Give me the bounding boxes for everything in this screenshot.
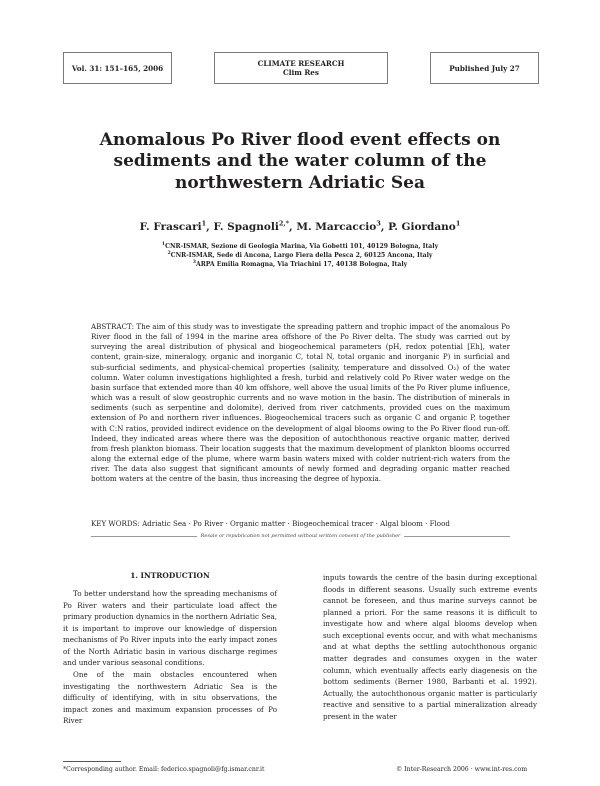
published-box	[430, 52, 539, 84]
footnote-rule	[63, 761, 121, 762]
paragraph: To better understand how the spreading mechanisms of Po River waters and their particulate load affect the primary production dynamics in the northern Adriatic Sea, it is important to improve our knowledge of dispersion mechanisms of Po River inputs into the early impact zones of the North Adriatic basin in various discharge regimes and under various seasonal conditions.	[63, 589, 277, 668]
affiliation: $^3$ARPA Emilia Romagna, Via Triachini 17, 40138 Bologna, Italy	[192, 260, 408, 269]
journal-abbrev: Clim Res	[283, 68, 319, 77]
published-date: Published July 27	[449, 63, 520, 73]
notice-text: Resale or republication not permitted without written consent of the publisher	[200, 533, 401, 539]
volume-info: Vol. 31: 151–165, 2006	[71, 63, 164, 73]
copyright: © Inter-Research 2006 · www.int-res.com	[396, 766, 528, 773]
author: F. Frascari$^1$,	[139, 219, 214, 233]
author-list	[60, 219, 540, 233]
journal-box	[214, 52, 388, 84]
divider-rule-left	[91, 536, 197, 537]
affiliation: $^1$CNR-ISMAR, Sezione di Geologia Marina, Via Gobetti 101, 40129 Bologna, Italy	[161, 242, 439, 251]
author: F. Spagnoli$^{2,*}$,	[213, 219, 297, 233]
body-column-left	[63, 588, 277, 727]
paragraph: One of the main obstacles encountered when investigating the northwestern Adriatic Sea is the difficulty of identifying, with in situ observations, the impact zones and maximum expansion processes of Po River	[63, 670, 277, 726]
author: P. Giordano$^1$	[388, 219, 461, 233]
divider-rule-right	[404, 536, 510, 537]
article-title: Anomalous Po River flood event effects on sediments and the water column of the northwestern Adriatic Sea	[99, 130, 501, 193]
volume-box	[63, 52, 172, 84]
journal-name: CLIMATE RESEARCH	[257, 59, 345, 68]
abstract-label: ABSTRACT:	[91, 322, 134, 331]
republication-notice	[91, 533, 510, 539]
affiliation: $^2$CNR-ISMAR, Sede di Ancona, Largo Fiera della Pesca 2, 60125 Ancona, Italy	[167, 251, 433, 260]
keywords-label: KEY WORDS:	[91, 519, 140, 528]
paragraph: inputs towards the centre of the basin during exceptional floods in different seasons. Usually such extreme events cannot be foreseen, and thus marine surveys cannot be planned a priori. For the same reasons it is difficult to investigate how and where algal blooms develop when such exceptional events occur, and with what mechanisms and at what depths the settling autochthonous organic matter degrades and consumes oxygen in the water column, which eventually affects early diagenesis on the bottom sediments (Berner 1980, Barbanti et al. 1992). Actually, the autochthonous organic matter is particularly reactive and sensitive to a partial mineralization already present in the water	[323, 573, 537, 721]
keywords-text: Adriatic Sea · Po River · Organic matter · Biogeochemical tracer · Algal bloom · Flood	[142, 519, 450, 528]
keywords	[91, 519, 510, 528]
footnote: *Corresponding author. Email: federico.spagnoli@fg.ismar.cnr.it	[63, 766, 265, 773]
abstract	[91, 322, 510, 485]
abstract-text: The aim of this study was to investigate the spreading pattern and trophic impact of the anomalous Po River flood in the fall of 1994 in the marine area offshore of the Po River delta. The study was carried out by surveying the areal distribution of physical and biogeochemical parameters (pH, redox potential [Eh], water content, grain-size, mineralogy, organic and inorganic C, total N, total organic and inorganic P) in surficial and sub-surficial sediments, and physical-chemical properties (salinity, temperature and dissolved O₂) of the water column. Water column investigations highlighted a fresh, turbid and relatively cold Po River water wedge on the basin surface that extended more than 40 km offshore, well above the usual limits of the Po River plume influence, which was a result of slow geostrophic currents and no wave motion in the basin. The distribution of minerals in sediments (such as serpentine and dolomite), derived from river catchments, provided cues on the maximum extension of Po and northern river influences. Biogeochemical tracers such as organic C and organic P, together with C:N ratios, provided indirect evidence on the development of algal blooms owing to the Po River flood run-off. Indeed, they indicated areas where there was the deposition of autochthonous reactive organic matter, derived from fresh plankton biomass. Their location suggests that the maximum development of plankton blooms occurred along the external edge of the plume, where warm basin waters mixed with colder nutrient-rich waters from the river. The data also suggest that significant amounts of newly formed and degrading organic matter reached bottom waters at the centre of the basin, thus increasing the degree of hypoxia.	[91, 322, 510, 484]
body-column-right	[323, 572, 537, 723]
section-heading: 1. INTRODUCTION	[130, 571, 210, 580]
author: M. Marcaccio$^3$,	[296, 219, 389, 233]
affiliations	[60, 242, 540, 270]
